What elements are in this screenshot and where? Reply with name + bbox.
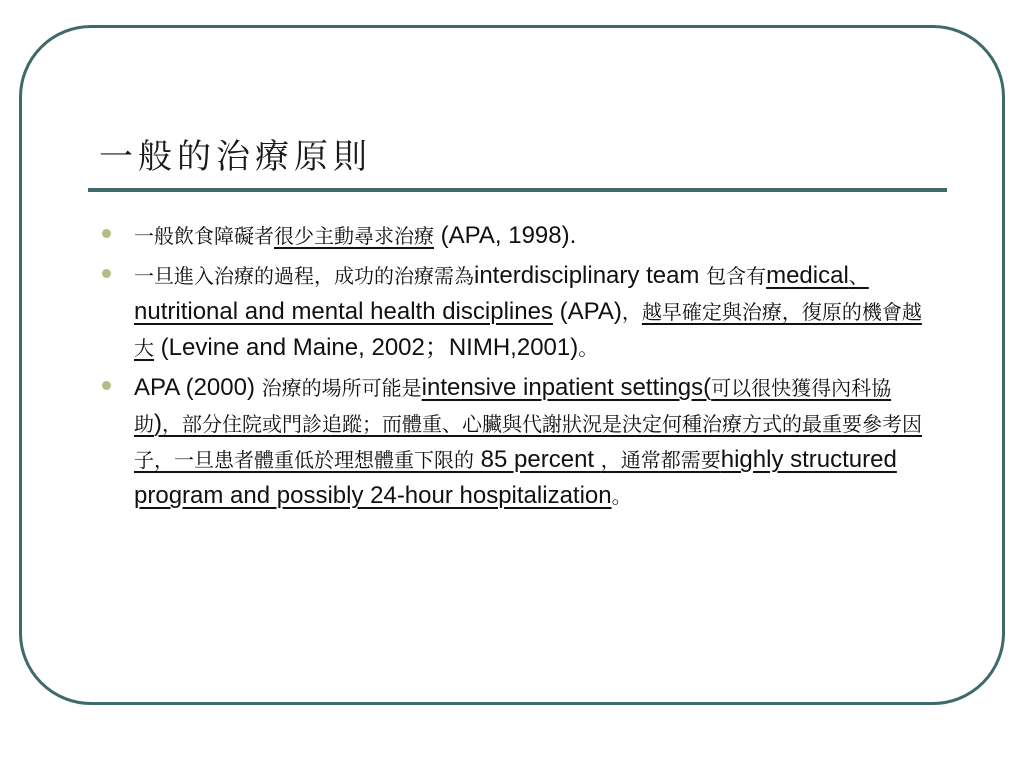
bullet-item (134, 370, 934, 514)
text-segment: 85 percent (474, 446, 601, 473)
text-segment: 治療的場所可能是 (261, 376, 422, 400)
text-segment: 。 (611, 484, 632, 508)
text-segment: ，部分住院或門診追蹤；而體重、心臟與代謝狀況是決定何種治療方式的最重要參考因子，一旦患者體重低於理想體重下限的 (134, 412, 922, 472)
bullet-dot-icon (102, 381, 111, 390)
bullet-item (134, 258, 934, 366)
text-segment: 一旦進入治療的過程，成功的治療需為 (134, 264, 474, 288)
text-segment: APA (2000) (134, 374, 262, 401)
text-segment: 很少主動尋求治療 (274, 224, 434, 248)
text-segment: (Levine and Maine, 2002；NIMH,2001) (154, 334, 579, 361)
text-segment: interdisciplinary team (474, 262, 707, 289)
text-segment: 、 (848, 264, 869, 288)
text-segment: (APA, 1998). (434, 222, 577, 249)
text-segment: 。 (578, 336, 599, 360)
text-segment: 可以很快獲得內科協助 (134, 376, 892, 436)
bullet-text (134, 374, 922, 509)
bullet-dot-icon (102, 269, 111, 278)
text-segment: ，通常都需要 (600, 448, 721, 472)
bullet-list (134, 218, 934, 518)
slide-title: 一般的治療原則 (99, 137, 372, 177)
text-segment: 一般飲食障礙者 (134, 224, 274, 248)
text-segment: ， (621, 300, 642, 324)
text-segment: (APA) (552, 298, 622, 325)
text-segment: intensive inpatient settings( (421, 374, 712, 401)
bullet-dot-icon (102, 229, 111, 238)
bullet-text (134, 222, 576, 249)
bullet-text (134, 262, 922, 361)
title-divider (88, 188, 947, 192)
text-segment: highly structured program and possibly 24-hour hospitalization (134, 446, 897, 509)
text-segment: medical (766, 262, 849, 289)
text-segment: 越早確定與治療，復原的機會越大 (134, 300, 922, 360)
bullet-item (134, 218, 934, 254)
text-segment: 包含有 (706, 264, 767, 288)
text-segment: ) (154, 410, 162, 437)
text-segment: nutritional and mental health disciplines (134, 298, 553, 325)
